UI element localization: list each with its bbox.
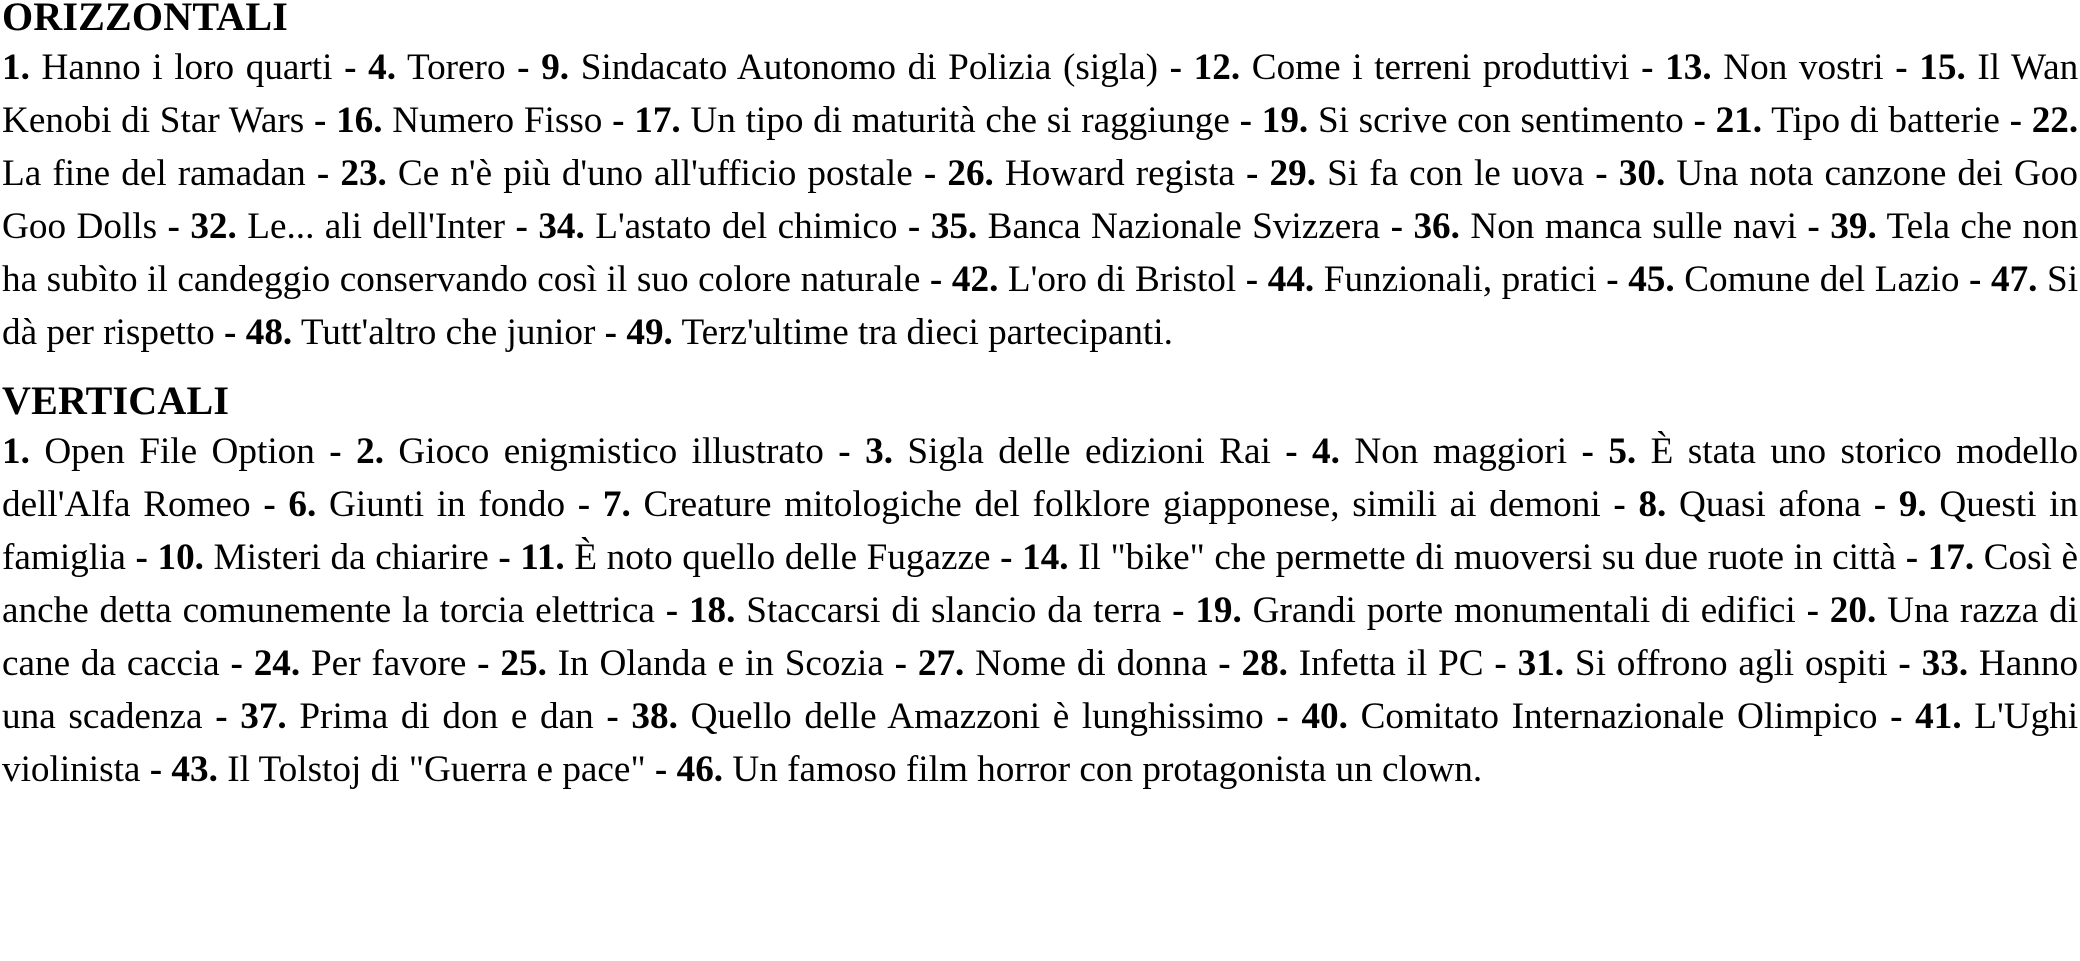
clue-text: Il "bike" che permette di muoversi su due ruote in città [1078, 537, 1897, 578]
clue-text: In Olanda e in Scozia [557, 643, 884, 684]
clue [171, 749, 645, 790]
clue-text: Staccarsi di slancio da terra [746, 590, 1162, 631]
clue-number: 18. [688, 590, 736, 631]
clue-text: Questi in famiglia [2, 484, 2079, 578]
clue-text: Tela che non ha subìto il candeggio conservando così il suo colore naturale [2, 206, 2079, 300]
clue-text: Si dà per rispetto [2, 259, 2079, 353]
clue-number: 36. [1413, 206, 1460, 247]
clue [520, 537, 990, 578]
verticali-title: VERTICALI [2, 378, 230, 423]
clue-text: Howard regista [1004, 153, 1235, 194]
clue [288, 484, 565, 525]
clue [1665, 47, 1883, 88]
clue-number: 47. [1990, 259, 2038, 300]
clue-number: 20. [1829, 590, 1877, 631]
clue-number: 19. [1195, 590, 1242, 631]
clue-separator: - [894, 643, 908, 684]
clue-text: Open File Option [44, 431, 315, 472]
clue-text: Non maggiori [1354, 431, 1568, 472]
clue-number: 6. [288, 484, 317, 525]
clue-separator: - [1494, 643, 1507, 684]
clue-number: 33. [1921, 643, 1969, 684]
clue-number: 35. [930, 206, 978, 247]
clue-separator: - [1000, 537, 1013, 578]
clue-separator: - [313, 100, 327, 141]
clue-separator: - [1172, 590, 1185, 631]
clue-text: È noto quello delle Fugazze [574, 537, 991, 578]
clue-number: 28. [1241, 643, 1288, 684]
clue-text: È stata uno storico modello dell'Alfa Romeo [2, 431, 2079, 525]
clue [157, 537, 488, 578]
clue-separator: - [1246, 153, 1259, 194]
clue-number: 27. [917, 643, 965, 684]
clue-separator: - [1276, 696, 1289, 737]
clue-text: Infetta il PC [1298, 643, 1484, 684]
clue-text: Funzionali, pratici [1323, 259, 1597, 300]
clue-number: 1. [2, 47, 30, 88]
clue [1413, 206, 1797, 247]
clue-number: 1. [2, 431, 30, 472]
clue [865, 431, 1271, 472]
clue-text: Ce n'è più d'uno all'ufficio postale [397, 153, 913, 194]
clue-text: Prima di don e dan [299, 696, 594, 737]
clue-number: 11. [520, 537, 565, 578]
clue-text: Così è anche detta comunemente la torcia elettrica [2, 537, 2079, 631]
clue-separator: - [498, 537, 511, 578]
clue-separator: - [1641, 47, 1654, 88]
clue-text: Torero [406, 47, 506, 88]
clue-number: 41. [1915, 696, 1962, 737]
clue-separator: - [2009, 100, 2022, 141]
clue-text: Comune del Lazio [1684, 259, 1960, 300]
clue [918, 643, 1208, 684]
clue [1268, 259, 1597, 300]
clue-separator: - [923, 153, 937, 194]
clue [689, 590, 1161, 631]
clue-text: Numero Fisso [392, 100, 603, 141]
clue-separator: - [1239, 100, 1253, 141]
clue-number: 49. [626, 312, 673, 353]
clue-separator: - [604, 312, 618, 353]
clue-number: 26. [947, 153, 994, 194]
clue-text: Giunti in fondo [329, 484, 566, 525]
clue-separator: - [477, 643, 490, 684]
clue-number: 15. [1919, 47, 1966, 88]
clue-number: 44. [1267, 259, 1315, 300]
clue-separator: - [1898, 643, 1911, 684]
clue-number: 24. [253, 643, 301, 684]
clue-separator: - [515, 206, 528, 247]
clue-separator: - [1807, 206, 1820, 247]
clue-number: 32. [190, 206, 237, 247]
clue-number: 4. [368, 47, 396, 88]
clue-separator: - [1581, 431, 1594, 472]
clue [1518, 643, 1888, 684]
clue-number: 17. [634, 100, 681, 141]
clue [541, 47, 1158, 88]
clue-separator: - [1390, 206, 1403, 247]
clue [2, 431, 315, 472]
clue-number: 29. [1269, 153, 1316, 194]
clue-separator: - [230, 643, 243, 684]
clue-text: Un tipo di maturità che si raggiunge [690, 100, 1230, 141]
clue-text: Si offrono agli ospiti [1574, 643, 1888, 684]
clue [1301, 696, 1877, 737]
clue-text: Una nota canzone dei Goo Goo Dolls [2, 153, 2078, 247]
clue [1194, 47, 1630, 88]
clue-separator: - [838, 431, 851, 472]
clue-separator: - [1285, 431, 1298, 472]
clue-text: Come i terreni produttivi [1251, 47, 1630, 88]
clue-number: 12. [1193, 47, 1241, 88]
clue-text: Banca Nazionale Svizzera [987, 206, 1381, 247]
clue-text: Quasi afona [1679, 484, 1862, 525]
clue-separator: - [606, 696, 619, 737]
orizzontali-clue-list [2, 41, 2078, 359]
clue-text: Gioco enigmistico illustrato [398, 431, 824, 472]
clue-number: 31. [1517, 643, 1565, 684]
clue [1241, 643, 1483, 684]
clue-separator: - [1595, 153, 1608, 194]
clue [626, 312, 1173, 353]
clue-number: 16. [336, 100, 383, 141]
clue-number: 17. [1927, 537, 1975, 578]
clue-separator: - [665, 590, 679, 631]
clue-text: Misteri da chiarire [213, 537, 489, 578]
clue-text: Il Tolstoj di "Guerra e pace" [227, 749, 646, 790]
clue-separator: - [329, 431, 342, 472]
clue-separator: - [929, 259, 943, 300]
clue [538, 206, 897, 247]
clue-separator: - [1218, 643, 1231, 684]
clue-separator: - [1806, 590, 1819, 631]
clue [1716, 100, 2000, 141]
clue-number: 43. [171, 749, 218, 790]
clue-text: Nome di donna [975, 643, 1208, 684]
clue-text: Tipo di batterie [1771, 100, 2000, 141]
clue-number: 22. [2031, 100, 2079, 141]
clue-separator: - [517, 47, 530, 88]
clue [368, 47, 505, 88]
clue-separator: - [1613, 484, 1626, 525]
clue-text: Grandi porte monumentali di edifici [1252, 590, 1796, 631]
clue-number: 4. [1312, 431, 1340, 472]
clue-separator: - [135, 537, 148, 578]
clue-text: Una razza di cane da caccia [2, 590, 2079, 684]
clue-text: Si fa con le uova [1327, 153, 1585, 194]
clue [1312, 431, 1567, 472]
clue-text: Le... ali dell'Inter [247, 206, 506, 247]
clue [356, 431, 824, 472]
clue-separator: - [1606, 259, 1619, 300]
clue-number: 3. [865, 431, 893, 472]
clue [500, 643, 883, 684]
clue-separator: - [344, 47, 357, 88]
clue-separator: - [1890, 696, 1903, 737]
clue-number: 9. [541, 47, 570, 88]
clue-number: 19. [1261, 100, 1309, 141]
clue-separator: - [1245, 259, 1259, 300]
clue-number: 21. [1715, 100, 1763, 141]
clue-text: Un famoso film horror con protagonista un clown. [732, 749, 1483, 790]
clue [947, 153, 1235, 194]
clue-text: Per favore [311, 643, 467, 684]
clue [190, 206, 505, 247]
clue [931, 206, 1380, 247]
clue-text: L'oro di Bristol [1007, 259, 1237, 300]
clue [952, 259, 1236, 300]
clue-text: Non manca sulle navi [1470, 206, 1797, 247]
clue-text: Non vostri [1723, 47, 1884, 88]
clue [677, 749, 1483, 790]
clue-separator: - [1905, 537, 1919, 578]
verticali-clue-list [2, 425, 2078, 796]
clue-number: 42. [951, 259, 999, 300]
clue-number: 9. [1898, 484, 1927, 525]
clue [1270, 153, 1585, 194]
clue-text: Quello delle Amazzoni è lunghissimo [690, 696, 1264, 737]
clue-separator: - [1693, 100, 1706, 141]
clue [603, 484, 1601, 525]
clue-number: 39. [1830, 206, 1877, 247]
clue [1628, 259, 1959, 300]
clue-number: 5. [1608, 431, 1637, 472]
clue-separator: - [224, 312, 237, 353]
clue-separator: - [215, 696, 228, 737]
clue-number: 13. [1665, 47, 1712, 88]
clue-separator: - [149, 749, 163, 790]
clue-number: 48. [245, 312, 293, 353]
clue-number: 38. [631, 696, 678, 737]
clue-text: La fine del ramadan [2, 153, 306, 194]
clue-text: Hanno una scadenza [2, 643, 2079, 737]
clue-text: Hanno i loro quarti [41, 47, 333, 88]
clue-number: 8. [1638, 484, 1667, 525]
orizzontali-title: ORIZZONTALI [2, 0, 288, 39]
clue-number: 46. [676, 749, 724, 790]
clue [246, 312, 596, 353]
clue [1022, 537, 1896, 578]
clue-separator: - [612, 100, 625, 141]
clue-number: 34. [538, 206, 585, 247]
clue-separator: - [316, 153, 330, 194]
clue-text: Sigla delle edizioni Rai [907, 431, 1271, 472]
clue-number: 25. [500, 643, 547, 684]
clue-text: L'Ughi violinista [2, 696, 2079, 790]
clue-separator: - [1873, 484, 1887, 525]
clue-text: Sindacato Autonomo di Polizia (sigla) [580, 47, 1159, 88]
clue-text: Comitato Internazionale Olimpico [1360, 696, 1878, 737]
clue-number: 37. [240, 696, 287, 737]
clue-text: Il Wan Kenobi di Star Wars [2, 47, 2079, 141]
clue-number: 45. [1628, 259, 1675, 300]
clue-number: 23. [340, 153, 387, 194]
clue-separator: - [263, 484, 276, 525]
clue-separator: - [654, 749, 668, 790]
clue-number: 10. [157, 537, 204, 578]
clue-text: L'astato del chimico [595, 206, 898, 247]
clue-number: 40. [1301, 696, 1348, 737]
clue [336, 100, 602, 141]
clue [2, 47, 332, 88]
clue-number: 7. [602, 484, 631, 525]
clue [1262, 100, 1684, 141]
clue-number: 2. [356, 431, 384, 472]
clue-separator: - [1895, 47, 1908, 88]
clue [240, 696, 593, 737]
clue-number: 14. [1022, 537, 1069, 578]
clue-number: 30. [1618, 153, 1666, 194]
clue-text: Si scrive con sentimento [1317, 100, 1684, 141]
clue [631, 696, 1263, 737]
clue-text: Creature mitologiche del folklore giapponese, simili ai demoni [643, 484, 1601, 525]
clue-text: Tutt'altro che junior [300, 312, 596, 353]
clue-text: Terz'ultime tra dieci partecipanti. [681, 312, 1173, 353]
clue [1638, 484, 1861, 525]
clue-separator: - [1969, 259, 1982, 300]
clue-separator: - [907, 206, 921, 247]
clue [340, 153, 912, 194]
clue [1195, 590, 1795, 631]
clue-separator: - [577, 484, 591, 525]
clue [254, 643, 467, 684]
clue-separator: - [167, 206, 180, 247]
clue [634, 100, 1230, 141]
clue-separator: - [1169, 47, 1183, 88]
